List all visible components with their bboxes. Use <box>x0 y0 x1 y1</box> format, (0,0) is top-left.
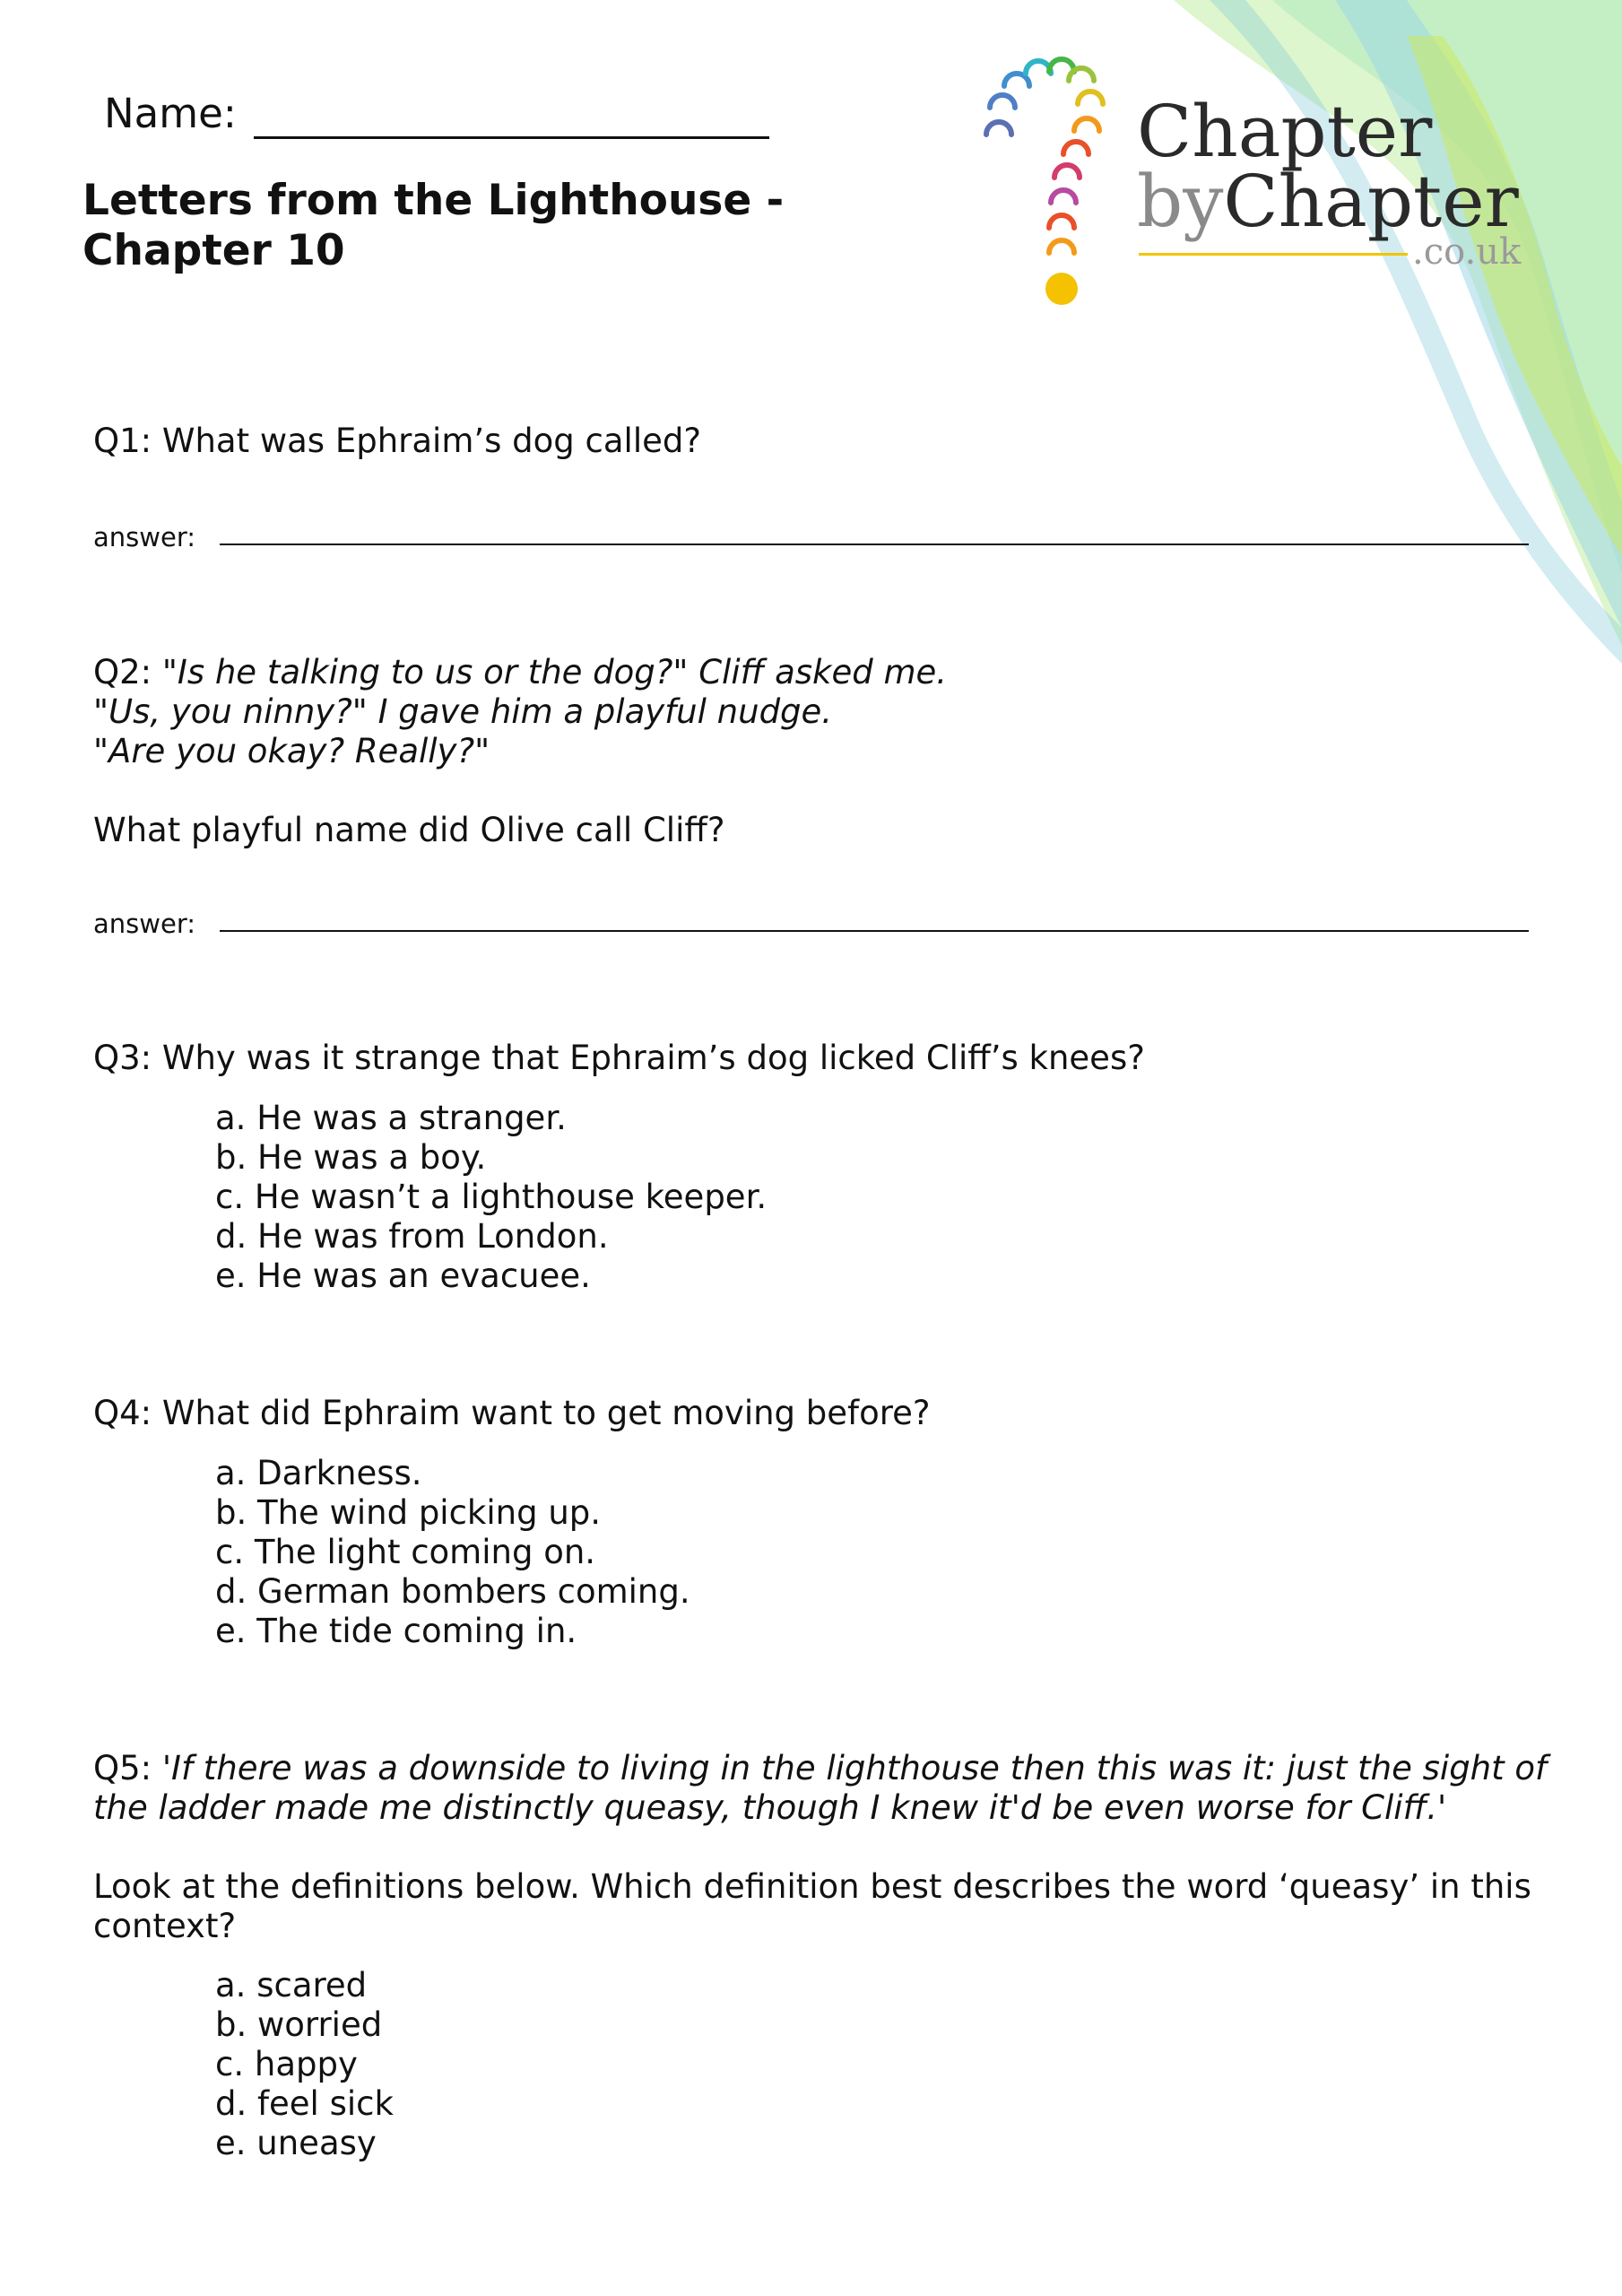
q4-option-b[interactable]: b. The wind picking up. <box>215 1493 602 1532</box>
q2-question: What playful name did Olive call Cliff? <box>93 811 725 849</box>
question-1: Q1: What was Ephraim’s dog called? <box>93 422 701 460</box>
q4-options <box>215 1454 690 1651</box>
q4-option-e[interactable]: e. The tide coming in. <box>215 1612 577 1650</box>
q5-option-b[interactable]: b. worried <box>215 2005 383 2044</box>
q3-option-d[interactable]: d. He was from London. <box>215 1217 609 1256</box>
q4-option-d[interactable]: d. German bombers coming. <box>215 1572 690 1611</box>
answer-line-2[interactable] <box>220 930 1529 932</box>
q5-option-c[interactable]: c. happy <box>215 2045 358 2083</box>
name-input-line[interactable] <box>254 136 769 139</box>
name-label: Name: <box>104 90 237 137</box>
q3-option-a[interactable]: a. He was a stranger. <box>215 1099 567 1137</box>
question-5: Q5: 'If there was a downside to living in the lighthouse then this was it: just the sight of the ladder made me distinctly queasy, though I knew it'd be even worse for Cliff.' Look at the definitions below. Which definition best describes the word ‘queasy’ in this context? <box>93 1749 1548 1945</box>
q2-quote-line-2: "Us, you ninny?" I gave him a playful nudge. <box>93 692 833 731</box>
question-mark-book-icon <box>968 54 1130 314</box>
q5-quote-line-1: 'If there was a downside to living in the lighthouse then this was it: just the sight of <box>161 1749 1548 1787</box>
q5-question-line-1: Look at the definitions below. Which definition best describes the word ‘queasy’ in this <box>93 1867 1531 1906</box>
q2-quote-line-3: "Are you okay? Really?" <box>93 732 490 770</box>
question-3: Q3: Why was it strange that Ephraim’s dog licked Cliff’s knees? <box>93 1039 1145 1077</box>
q5-quote-line-2: the ladder made me distinctly queasy, though I knew it'd be even worse for Cliff.' <box>93 1788 1447 1827</box>
logo-text-chapter: Chapter <box>1137 90 1433 173</box>
q3-option-b[interactable]: b. He was a boy. <box>215 1138 487 1177</box>
logo-text-bychapter: byChapter <box>1137 160 1519 243</box>
question-2: Q2: "Is he talking to us or the dog?" Cliff asked me. "Us, you ninny?" I gave him a playful nudge. "Are you okay? Really?" What playful name did Olive call Cliff? <box>93 653 948 849</box>
logo-text-domain: .co.uk <box>1412 231 1522 273</box>
q5-option-d[interactable]: d. feel sick <box>215 2084 394 2123</box>
question-4: Q4: What did Ephraim want to get moving before? <box>93 1394 931 1432</box>
q3-option-e[interactable]: e. He was an evacuee. <box>215 1257 591 1295</box>
q3-options <box>215 1099 767 1296</box>
answer-label-2: answer: <box>93 909 196 939</box>
q5-option-e[interactable]: e. uneasy <box>215 2124 377 2162</box>
q5-option-a[interactable]: a. scared <box>215 1966 368 2005</box>
answer-line-1[interactable] <box>220 544 1529 545</box>
logo-underline <box>1139 253 1408 256</box>
q4-option-c[interactable]: c. The light coming on. <box>215 1533 596 1571</box>
answer-label-1: answer: <box>93 522 196 552</box>
page-title: Letters from the Lighthouse - Chapter 10 <box>82 176 785 275</box>
q5-options <box>215 1966 394 2163</box>
logo <box>968 54 1542 314</box>
q5-question-line-2: context? <box>93 1907 237 1945</box>
q3-option-c[interactable]: c. He wasn’t a lighthouse keeper. <box>215 1178 768 1216</box>
q4-option-a[interactable]: a. Darkness. <box>215 1454 422 1492</box>
q2-quote-line-1: "Is he talking to us or the dog?" Cliff asked me. <box>161 653 948 691</box>
